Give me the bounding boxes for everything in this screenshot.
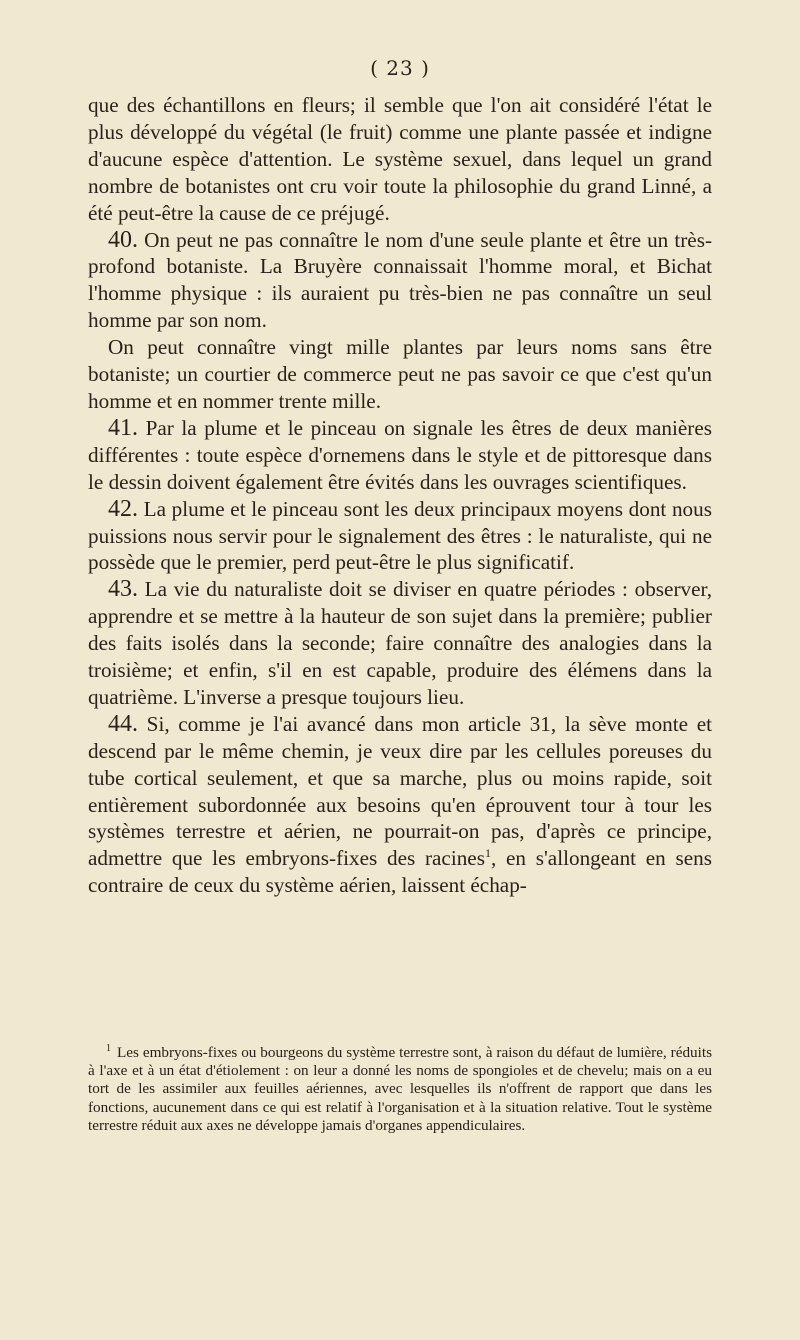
paragraph-number: 41. [108,414,138,441]
body-text [88,92,712,899]
paragraph-40 [88,227,712,335]
paragraph-44 [88,711,712,899]
paragraph-text: On peut connaître vingt mille plantes par leurs noms sans être botaniste; un courtier de commerce peut ne pas savoir ce que c'est qu'un homme et en nommer trente mille. [88,335,712,413]
paragraph-number: 44. [108,710,138,737]
paragraph-text: La vie du naturaliste doit se diviser en quatre périodes : observer, apprendre et se mettre à la hauteur de son sujet dans la première; publier des faits isolés dans la seconde; faire connaître des analogies dans la troisième; et enfin, s'il en est capable, produire des élémens dans la quatrième. L'inverse a presque toujours lieu. [88,577,712,709]
paragraph-number: 43. [108,576,138,603]
paragraph-42 [88,496,712,577]
paragraph-text: que des échantillons en fleurs; il semble que l'on ait considéré l'état le plus développé du végétal (le fruit) comme une plante passée et indigne d'aucune espèce d'attention. Le système sexuel, dans lequel un grand nombre de botanistes ont cru voir toute la philosophie du grand Linné, a été peut-être la cause de ce préjugé. [88,93,712,225]
paragraph-text: Si, comme je l'ai avancé dans mon article 31, la sève monte et descend par le même chemin, je veux dire par les cellules poreuses du tube cortical seulement, et que sa marche, plus ou moins rapide, soit entièrement subordonnée aux besoins qu'en éprouvent tour à tour les systèmes terrestre et aérien, ne pourrait-on pas, d'après ce principe, admettre que les embryons-fixes des racines [88,711,712,871]
paragraph-40-continued [88,334,712,415]
page-number: ( 23 ) [370,56,430,80]
footnote-area [88,1044,712,1135]
paragraph-continued [88,92,712,227]
paragraph-text: Par la plume et le pinceau on signale les êtres de deux manières différentes : toute espèce d'ornemens dans le style et de pittoresque dans le dessin doivent également être évités dans les ouvrages scientifiques. [88,415,713,494]
paragraph-text: La plume et le pinceau sont les deux principaux moyens dont nous puissions nous servir pour le signalement des êtres : le naturaliste, qui ne possède que le premier, perd peut-être le plus significatif. [88,496,712,575]
footnote [88,1044,712,1135]
footnote-text: Les embryons-fixes ou bourgeons du système terrestre sont, à raison du défaut de lumière, réduits à l'axe et à un état d'étiolement : on leur a donné les noms de spongioles et de chevelu; mais on a eu tort de les assimiler aux feuilles aériennes, avec lesquelles ils n'offrent de rapport que dans les fonctions, aucunement dans ce qui est relatif à l'organisation et à la situation relative. Tout le système terrestre réduit aux axes ne développe jamais d'organes appendiculaires. [88,1044,712,1134]
footnote-mark: 1 [106,1042,111,1054]
paragraph-43 [88,576,712,711]
paragraph-text: On peut ne pas connaître le nom d'une seule plante et être un très-profond botaniste. La Bruyère connaissait l'homme moral, et Bichat l'homme physique : ils auraient pu très-bien ne pas connaître un seul homme par son nom. [88,227,713,333]
paragraph-text-after: , en s'allongeant en sens contraire de ceux du système aérien, laissent échap- [88,846,713,898]
paragraph-number: 42. [108,495,138,522]
paragraph-41 [88,415,712,496]
footnote-reference[interactable]: 1 [484,846,491,861]
paragraph-number: 40. [108,226,138,253]
